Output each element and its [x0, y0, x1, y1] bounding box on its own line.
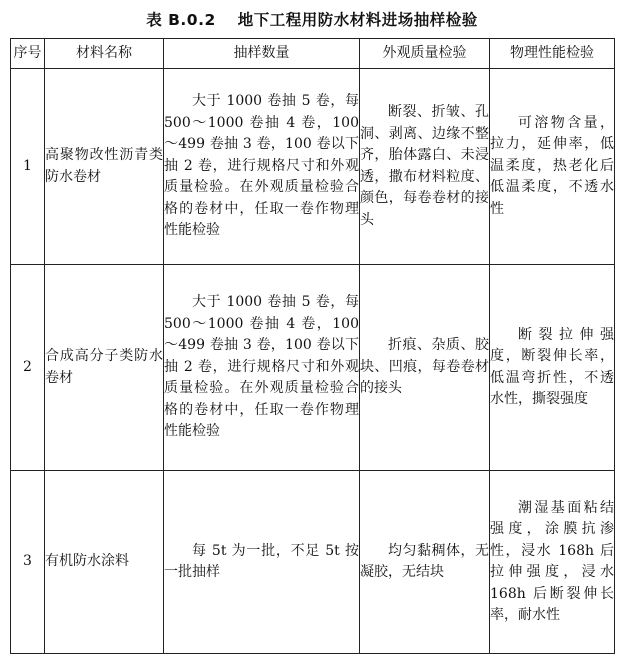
appearance-cell [360, 471, 490, 654]
material-name-cell [45, 69, 164, 265]
physical-cell [490, 69, 615, 265]
serial-no-cell: 1 [11, 69, 45, 265]
table-title [0, 8, 624, 30]
material-name-cell [45, 265, 164, 471]
sample-quantity-cell [164, 471, 360, 654]
material-name-cell [45, 471, 164, 654]
material-name-text: 有机防水涂料 [45, 553, 129, 570]
physical-text: 潮湿基面粘结强度，涂膜抗渗性，浸水 168h 后拉伸强度，浸水 168h 后断裂伸长率，耐水性 [490, 499, 614, 623]
physical-cell [490, 471, 615, 654]
appearance-text: 断裂、折皱、孔洞、剥离、边缘不整齐，胎体露白、未浸透，撒布材料粒度、颜色，每卷卷材的接头 [360, 104, 489, 228]
physical-text: 可溶物含量，拉力，延伸率，低温柔度，热老化后低温柔度，不透水性 [490, 114, 614, 217]
header-physical-inspection: 物理性能检验 [490, 39, 615, 69]
appearance-cell [360, 69, 490, 265]
physical-cell [490, 265, 615, 471]
header-material-name: 材料名称 [45, 39, 164, 69]
physical-text: 断裂拉伸强度，断裂伸长率，低温弯折性，不透水性，撕裂强度 [490, 326, 614, 407]
sample-quantity-text: 大于 1000 卷抽 5 卷，每 500～1000 卷抽 4 卷，100～499 卷抽 3 卷，100 卷以下抽 2 卷，进行规格尺寸和外观质量检验。在外观质量检验合格的卷材中，任取一卷作物理性能检验 [164, 294, 359, 440]
serial-no-cell: 3 [11, 471, 45, 654]
header-sample-quantity: 抽样数量 [164, 39, 360, 69]
sample-quantity-text: 每 5t 为一批，不足 5t 按一批抽样 [164, 542, 359, 580]
sample-quantity-cell [164, 265, 360, 471]
sample-quantity-cell [164, 69, 360, 265]
table-row [11, 69, 615, 265]
material-name-text: 高聚物改性沥青类防水卷材 [45, 147, 163, 185]
table-number: 表 B.0.2 [146, 11, 216, 29]
table-row [11, 471, 615, 654]
header-appearance-inspection: 外观质量检验 [360, 39, 490, 69]
table-caption: 地下工程用防水材料进场抽样检验 [237, 11, 478, 29]
sampling-inspection-table [10, 38, 615, 654]
appearance-text: 均匀黏稠体，无凝胶，无结块 [360, 542, 489, 580]
table-header-row [11, 39, 615, 69]
serial-no-cell: 2 [11, 265, 45, 471]
sample-quantity-text: 大于 1000 卷抽 5 卷，每 500～1000 卷抽 4 卷，100～499 卷抽 3 卷，100 卷以下抽 2 卷，进行规格尺寸和外观质量检验。在外观质量检验合格的卷材中，任取一卷作物理性能检验 [164, 93, 359, 239]
appearance-text: 折痕、杂质、胶块、凹痕，每卷卷材的接头 [360, 337, 489, 397]
material-name-text: 合成高分子类防水卷材 [45, 348, 163, 386]
table-row [11, 265, 615, 471]
header-serial-no: 序号 [11, 39, 45, 69]
appearance-cell [360, 265, 490, 471]
